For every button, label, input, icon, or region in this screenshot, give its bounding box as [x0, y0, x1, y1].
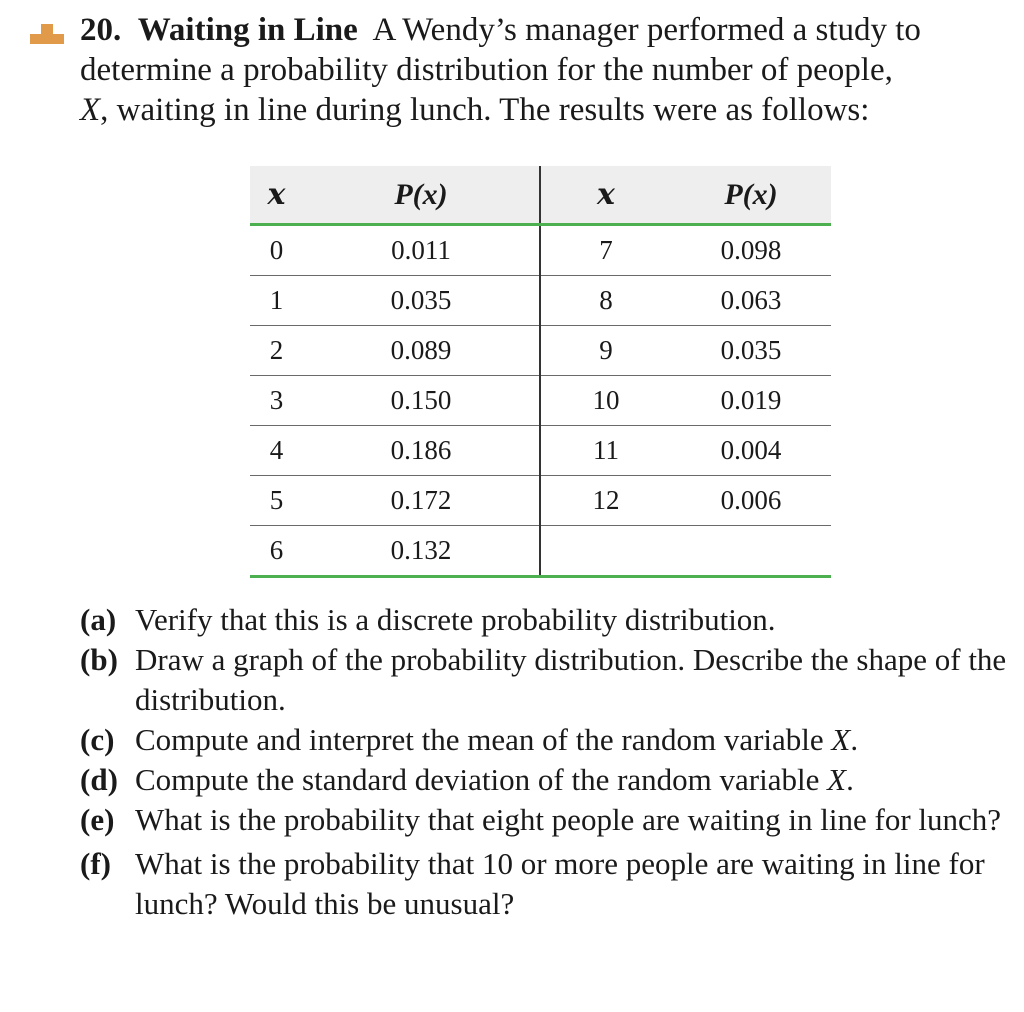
- question-text: Compute the standard deviation of the random variable: [135, 762, 828, 797]
- header-x-right: x: [540, 166, 671, 225]
- table-row: [250, 326, 831, 376]
- cell-x: [540, 526, 671, 577]
- cell-x: 8: [540, 276, 671, 326]
- exercise-marker-icon: [30, 22, 64, 44]
- table-row: [250, 225, 831, 276]
- cell-px: 0.089: [303, 326, 540, 376]
- cell-px: 0.186: [303, 426, 540, 476]
- table-row: [250, 376, 831, 426]
- question-e: [80, 800, 1010, 840]
- cell-px: [671, 526, 831, 577]
- question-label: (e): [80, 802, 115, 837]
- cell-px: 0.006: [671, 476, 831, 526]
- cell-x: 5: [250, 476, 303, 526]
- cell-x: 2: [250, 326, 303, 376]
- cell-px: 0.035: [671, 326, 831, 376]
- question-text: Verify that this is a discrete probability distribution.: [135, 602, 776, 637]
- header-px-left: P(x): [303, 166, 540, 225]
- cell-px: 0.150: [303, 376, 540, 426]
- question-d: [80, 760, 1010, 800]
- cell-px: 0.004: [671, 426, 831, 476]
- question-variable: X: [827, 762, 847, 797]
- cell-x: 7: [540, 225, 671, 276]
- question-list: [80, 600, 1010, 924]
- cell-px: 0.172: [303, 476, 540, 526]
- table-row: [250, 526, 831, 577]
- question-text: What is the probability that eight people are waiting in line for lunch?: [135, 802, 1002, 837]
- table-row: [250, 276, 831, 326]
- problem-text-part2: , waiting in line during lunch. The results were as follows:: [100, 92, 870, 128]
- probability-table: [250, 166, 831, 578]
- cell-x: 0: [250, 225, 303, 276]
- cell-x: 11: [540, 426, 671, 476]
- question-label: (d): [80, 762, 118, 797]
- question-variable: X: [831, 722, 851, 757]
- cell-px: 0.132: [303, 526, 540, 577]
- cell-x: 1: [250, 276, 303, 326]
- problem-statement: [80, 10, 1000, 130]
- question-a: [80, 600, 1010, 640]
- cell-px: 0.011: [303, 225, 540, 276]
- question-c: [80, 720, 1010, 760]
- question-text: What is the probability that 10 or more people are waiting in line for lunch? Would this be unusual?: [135, 846, 985, 921]
- question-b: [80, 640, 1010, 720]
- table-row: [250, 426, 831, 476]
- question-label: (c): [80, 722, 115, 757]
- cell-px: 0.019: [671, 376, 831, 426]
- cell-x: 12: [540, 476, 671, 526]
- question-end: .: [850, 722, 859, 757]
- problem-number: 20.: [80, 12, 122, 48]
- cell-px: 0.098: [671, 225, 831, 276]
- table-header-row: [250, 166, 831, 225]
- question-label: (f): [80, 846, 111, 881]
- cell-px: 0.063: [671, 276, 831, 326]
- question-label: (b): [80, 642, 118, 677]
- header-px-right: P(x): [671, 166, 831, 225]
- question-label: (a): [80, 602, 117, 637]
- question-end: .: [846, 762, 854, 797]
- cell-x: 4: [250, 426, 303, 476]
- problem-variable: X: [80, 92, 101, 128]
- question-text: Compute and interpret the mean of the random variable: [135, 722, 832, 757]
- question-text: Draw a graph of the probability distribution. Describe the shape of the distribution.: [135, 642, 1007, 717]
- problem-text-part1: A Wendy’s manager performed a study to determine a probability distribution for the number of people,: [80, 12, 921, 88]
- cell-x: 9: [540, 326, 671, 376]
- header-x-left: x: [250, 166, 303, 225]
- problem-title: Waiting in Line: [137, 12, 358, 48]
- question-f: [80, 844, 1010, 924]
- cell-x: 3: [250, 376, 303, 426]
- cell-x: 6: [250, 526, 303, 577]
- cell-x: 10: [540, 376, 671, 426]
- table-row: [250, 476, 831, 526]
- cell-px: 0.035: [303, 276, 540, 326]
